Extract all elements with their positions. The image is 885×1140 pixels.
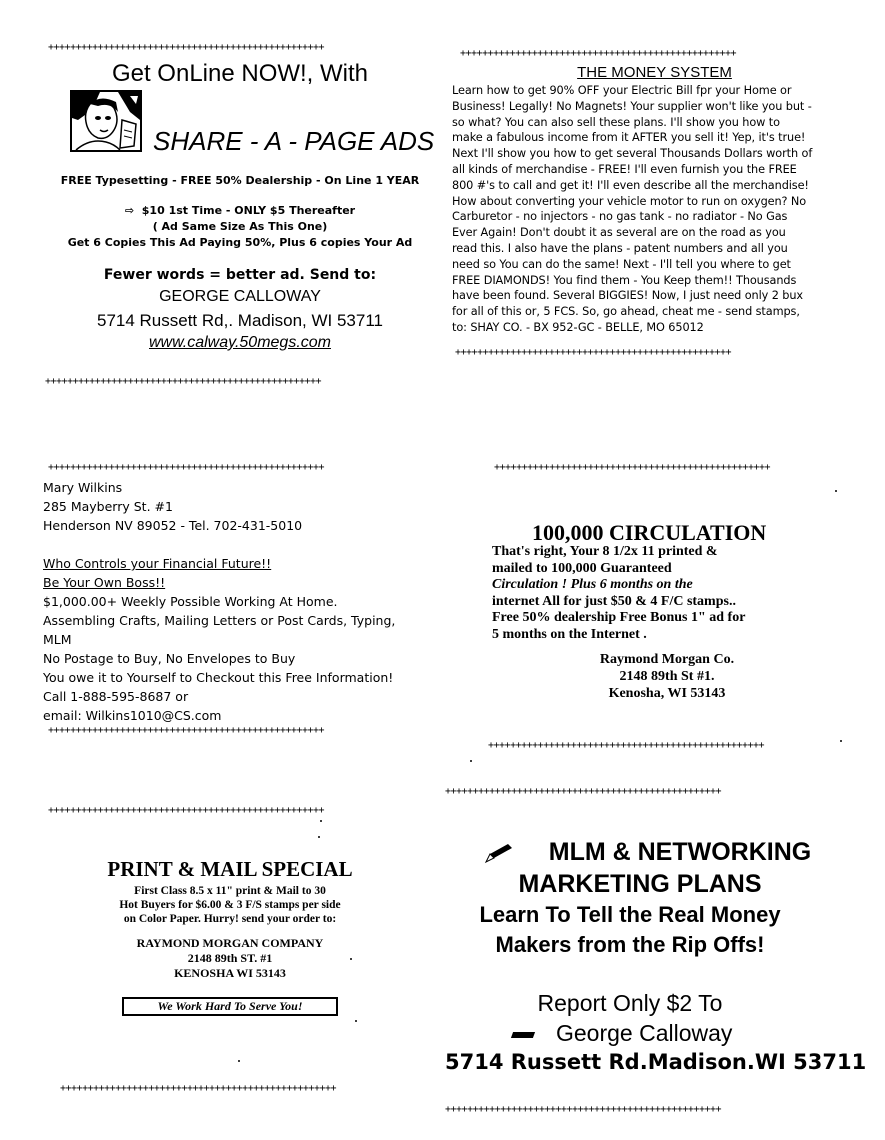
ad6-subtitle-line1: Learn To Tell the Real Money xyxy=(479,902,781,927)
scan-speck xyxy=(318,836,320,838)
ad3-phone: Call 1-888-595-8687 or xyxy=(43,689,189,704)
ad5-slogan-box xyxy=(122,997,338,1016)
ad3-line: No Postage to Buy, No Envelopes to Buy xyxy=(43,651,296,666)
comic-woman-illustration xyxy=(70,90,142,152)
arrow-icon xyxy=(511,1032,535,1038)
border-ad5-top: ++++++++++++++++++++++++++++++++++++++++++++++++++ xyxy=(48,805,325,816)
scan-speck xyxy=(470,760,472,762)
border-ad3-bottom: ++++++++++++++++++++++++++++++++++++++++++++++++++ xyxy=(48,725,325,736)
ad2-line: have been found. Several BIGGIES! Now, I just need only 2 bux xyxy=(452,289,804,303)
border-ad6-bottom: ++++++++++++++++++++++++++++++++++++++++++++++++++ xyxy=(445,1104,722,1115)
ad-print-mail-special xyxy=(80,857,380,1016)
ad5-slogan: We Work Hard To Serve You! xyxy=(157,999,303,1013)
ad2-body xyxy=(452,83,857,336)
border-ad4-top: ++++++++++++++++++++++++++++++++++++++++++++++++++ xyxy=(494,462,771,473)
ad1-website-link[interactable]: www.calway.50megs.com xyxy=(149,334,331,351)
ad4-title: 100,000 CIRCULATION xyxy=(532,520,767,545)
ad4-line: internet All for just $50 & 4 F/C stamps.. xyxy=(492,593,736,609)
ad3-contact-city-phone: Henderson NV 89052 - Tel. 702-431-5010 xyxy=(43,518,303,533)
ad5-street: 2148 89th ST. #1 xyxy=(187,951,273,965)
ad1-price-text: $10 1st Time - ONLY $5 Thereafter xyxy=(141,204,356,217)
ad2-line: 800 #'s to call and get it! I'll even describe all the merchandise! xyxy=(452,178,809,192)
border-ad1-bottom: ++++++++++++++++++++++++++++++++++++++++++++++++++ xyxy=(45,376,322,387)
ad5-line: First Class 8.5 x 11" print & Mail to 30 xyxy=(134,885,326,897)
scan-speck xyxy=(840,740,842,742)
ad4-body xyxy=(492,544,832,643)
ad5-title: PRINT & MAIL SPECIAL xyxy=(107,857,353,881)
ad6-title-line2: MARKETING PLANS xyxy=(518,870,762,898)
ad1-price-line xyxy=(40,204,440,217)
border-ad4-bottom: ++++++++++++++++++++++++++++++++++++++++++++++++++ xyxy=(488,740,765,751)
ad5-line: Hot Buyers for $6.00 & 3 F/S stamps per side xyxy=(119,899,341,911)
ad2-line: How about converting your vehicle motor to run on oxygen? No xyxy=(452,194,807,208)
ad3-line: You owe it to Yourself to Checkout this Free Information! xyxy=(43,670,394,685)
ad1-share-title: SHARE - A - PAGE ADS xyxy=(153,126,435,156)
border-ad6-top: ++++++++++++++++++++++++++++++++++++++++++++++++++ xyxy=(445,786,722,797)
border-ad3-top: ++++++++++++++++++++++++++++++++++++++++++++++++++ xyxy=(48,462,325,473)
ad2-line: Next I'll show you how to get several Thousands Dollars worth of xyxy=(452,147,813,161)
ad1-title: Get OnLine NOW!, With xyxy=(111,60,369,87)
ad2-line: need so You can do the same! Next - I'll tell you where to get xyxy=(452,257,791,271)
ad6-address: 5714 Russett Rd.Madison.WI 53711 xyxy=(445,1050,867,1074)
ad2-line: Business! Legally! No Magnets! Your supplier won't like you but - xyxy=(452,99,812,113)
ad4-company: Raymond Morgan Co. xyxy=(599,652,735,667)
ad-mary-wilkins xyxy=(43,478,443,725)
ad5-body xyxy=(80,884,380,926)
scan-speck xyxy=(320,820,322,822)
ad3-line: $1,000.00+ Weekly Possible Working At Home. xyxy=(43,594,338,609)
ad4-line: That's right, Your 8 1/2x 11 printed & xyxy=(492,544,718,559)
ad4-line: Circulation ! Plus 6 months on the xyxy=(492,577,693,592)
ad6-contact-name: George Calloway xyxy=(556,1020,733,1046)
ad5-company: RAYMOND MORGAN COMPANY xyxy=(136,936,324,950)
scan-speck xyxy=(350,958,352,960)
ad4-city: Kenosha, WI 53143 xyxy=(608,686,726,701)
ad2-line: for all of this or, 5 FCS. So, go ahead, cheat me - send stamps, xyxy=(452,305,800,319)
ad4-line: mailed to 100,000 Guaranteed xyxy=(492,560,672,576)
ad3-line: Assembling Crafts, Mailing Letters or Post Cards, Typing, xyxy=(43,613,396,628)
ad1-name: GEORGE CALLOWAY xyxy=(159,288,321,305)
ad3-spacer xyxy=(43,535,443,554)
ad3-contact-street: 285 Mayberry St. #1 xyxy=(43,499,173,514)
ad2-line: read this. I also have the plans - patent numbers and all you xyxy=(452,241,788,255)
border-ad2-top: ++++++++++++++++++++++++++++++++++++++++++++++++++ xyxy=(460,48,737,59)
scan-speck xyxy=(238,1060,240,1062)
ad1-address: 5714 Russett Rd,. Madison, WI 53711 xyxy=(96,311,383,330)
ad3-headline: Who Controls your Financial Future!! xyxy=(43,556,272,571)
ad5-city: KENOSHA WI 53143 xyxy=(174,966,286,980)
ad1-fewer-words: Fewer words = better ad. Send to: xyxy=(103,267,377,283)
ad6-subtitle-line2: Makers from the Rip Offs! xyxy=(495,932,765,957)
ad2-line: make a fabulous income from it AFTER you sell it! Yep, it's true! xyxy=(452,131,806,145)
ad3-line: MLM xyxy=(43,632,72,647)
ad3-contact-name: Mary Wilkins xyxy=(43,480,123,495)
ad4-line: 5 months on the Internet . xyxy=(492,626,647,642)
ad2-title: THE MONEY SYSTEM xyxy=(577,64,732,81)
ad2-line: to: SHAY CO. - BX 952-GC - BELLE, MO 65012 xyxy=(452,320,704,334)
scan-speck xyxy=(355,1020,357,1022)
ad6-title-line1: MLM & NETWORKING xyxy=(548,838,812,866)
scan-speck xyxy=(835,490,837,492)
ad6-report-price: Report Only $2 To xyxy=(537,990,723,1016)
ad2-line: FREE DIAMONDS! You find them - You Keep them!! Thousands xyxy=(452,273,797,287)
border-ad5-bottom: ++++++++++++++++++++++++++++++++++++++++++++++++++ xyxy=(60,1083,337,1094)
border-ad2-bottom: ++++++++++++++++++++++++++++++++++++++++++++++++++ xyxy=(455,347,732,358)
ad1-copies-line: Get 6 Copies This Ad Paying 50%, Plus 6 copies Your Ad xyxy=(67,236,413,249)
ad2-line: Ever Again! Don't doubt it as several are on the road as you xyxy=(452,226,786,240)
ad4-line: Free 50% dealership Free Bonus 1" ad for xyxy=(492,610,746,625)
ad3-subheadline: Be Your Own Boss!! xyxy=(43,575,166,590)
ad2-line: Carburetor - no injectors - no gas tank - no radiator - No Gas xyxy=(452,210,788,224)
ad2-line: so what? You can also sell these plans. I'll show you how to xyxy=(452,115,780,129)
ad-money-system xyxy=(452,64,857,336)
ad5-line: on Color Paper. Hurry! send your order to: xyxy=(123,913,337,925)
ad-share-a-page xyxy=(40,58,440,368)
ad6-contact-name-row xyxy=(512,1020,852,1047)
ad1-size-line: ( Ad Same Size As This One) xyxy=(152,220,328,233)
border-ad1-top: ++++++++++++++++++++++++++++++++++++++++++++++++++ xyxy=(48,42,325,53)
arrow-right-icon: ⇨ xyxy=(124,204,135,217)
ad1-free-line: FREE Typesetting - FREE 50% Dealership - On Line 1 YEAR xyxy=(60,174,420,187)
ad3-email[interactable]: email: Wilkins1010@CS.com xyxy=(43,708,222,723)
ad2-line: Learn how to get 90% OFF your Electric Bill fpr your Home or xyxy=(452,84,792,97)
ad2-line: all kinds of merchandise - FREE! I'll even furnish you the FREE xyxy=(452,162,797,176)
ad4-street: 2148 89th St #1. xyxy=(619,669,715,684)
